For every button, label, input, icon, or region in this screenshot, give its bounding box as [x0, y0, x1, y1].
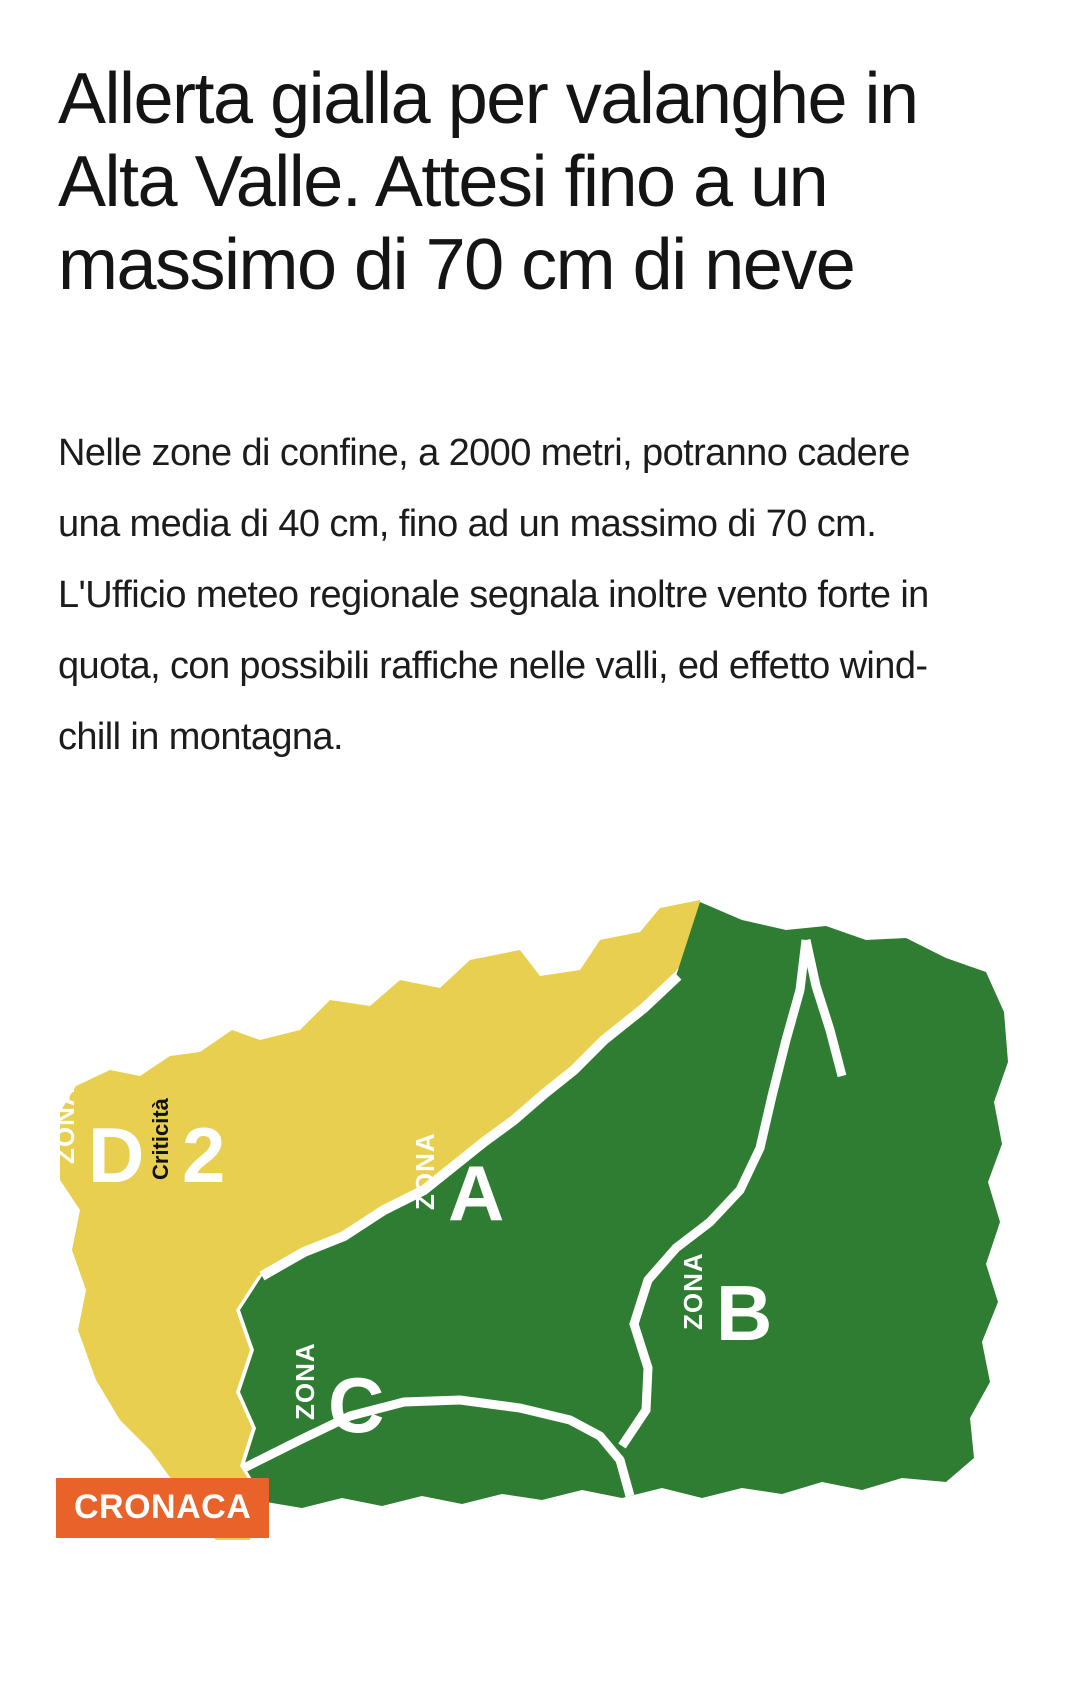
zone-c-letter: C — [328, 1361, 385, 1449]
page-title: Allerta gialla per valanghe in Alta Valle. Attesi fino a un massimo di 70 cm di neve — [58, 59, 918, 305]
zone-d-criticality-level: 2 — [182, 1111, 226, 1199]
alert-zones-map — [0, 880, 1080, 1580]
zone-d-word: ZONA — [50, 1086, 80, 1164]
map-svg — [0, 880, 1080, 1580]
article-standfirst: Nelle zone di confine, a 2000 metri, potranno cadere una media di 40 cm, fino ad un massimo di 70 cm. L'Ufficio meteo regionale segnala inoltre vento forte in quota, con possibili raffiche nelle valli, ed effetto wind-chill in montagna. — [58, 432, 929, 758]
zone-a-letter: A — [448, 1149, 505, 1237]
zone-d-letter: D — [88, 1111, 145, 1199]
zone-b-word: ZONA — [678, 1252, 708, 1330]
zone-a-word: ZONA — [410, 1132, 440, 1210]
category-badge[interactable]: CRONACA — [56, 1478, 269, 1538]
zone-d-criticality-word: Criticità — [148, 1098, 173, 1180]
zone-c-word: ZONA — [290, 1342, 320, 1420]
zone-b-letter: B — [716, 1269, 773, 1357]
